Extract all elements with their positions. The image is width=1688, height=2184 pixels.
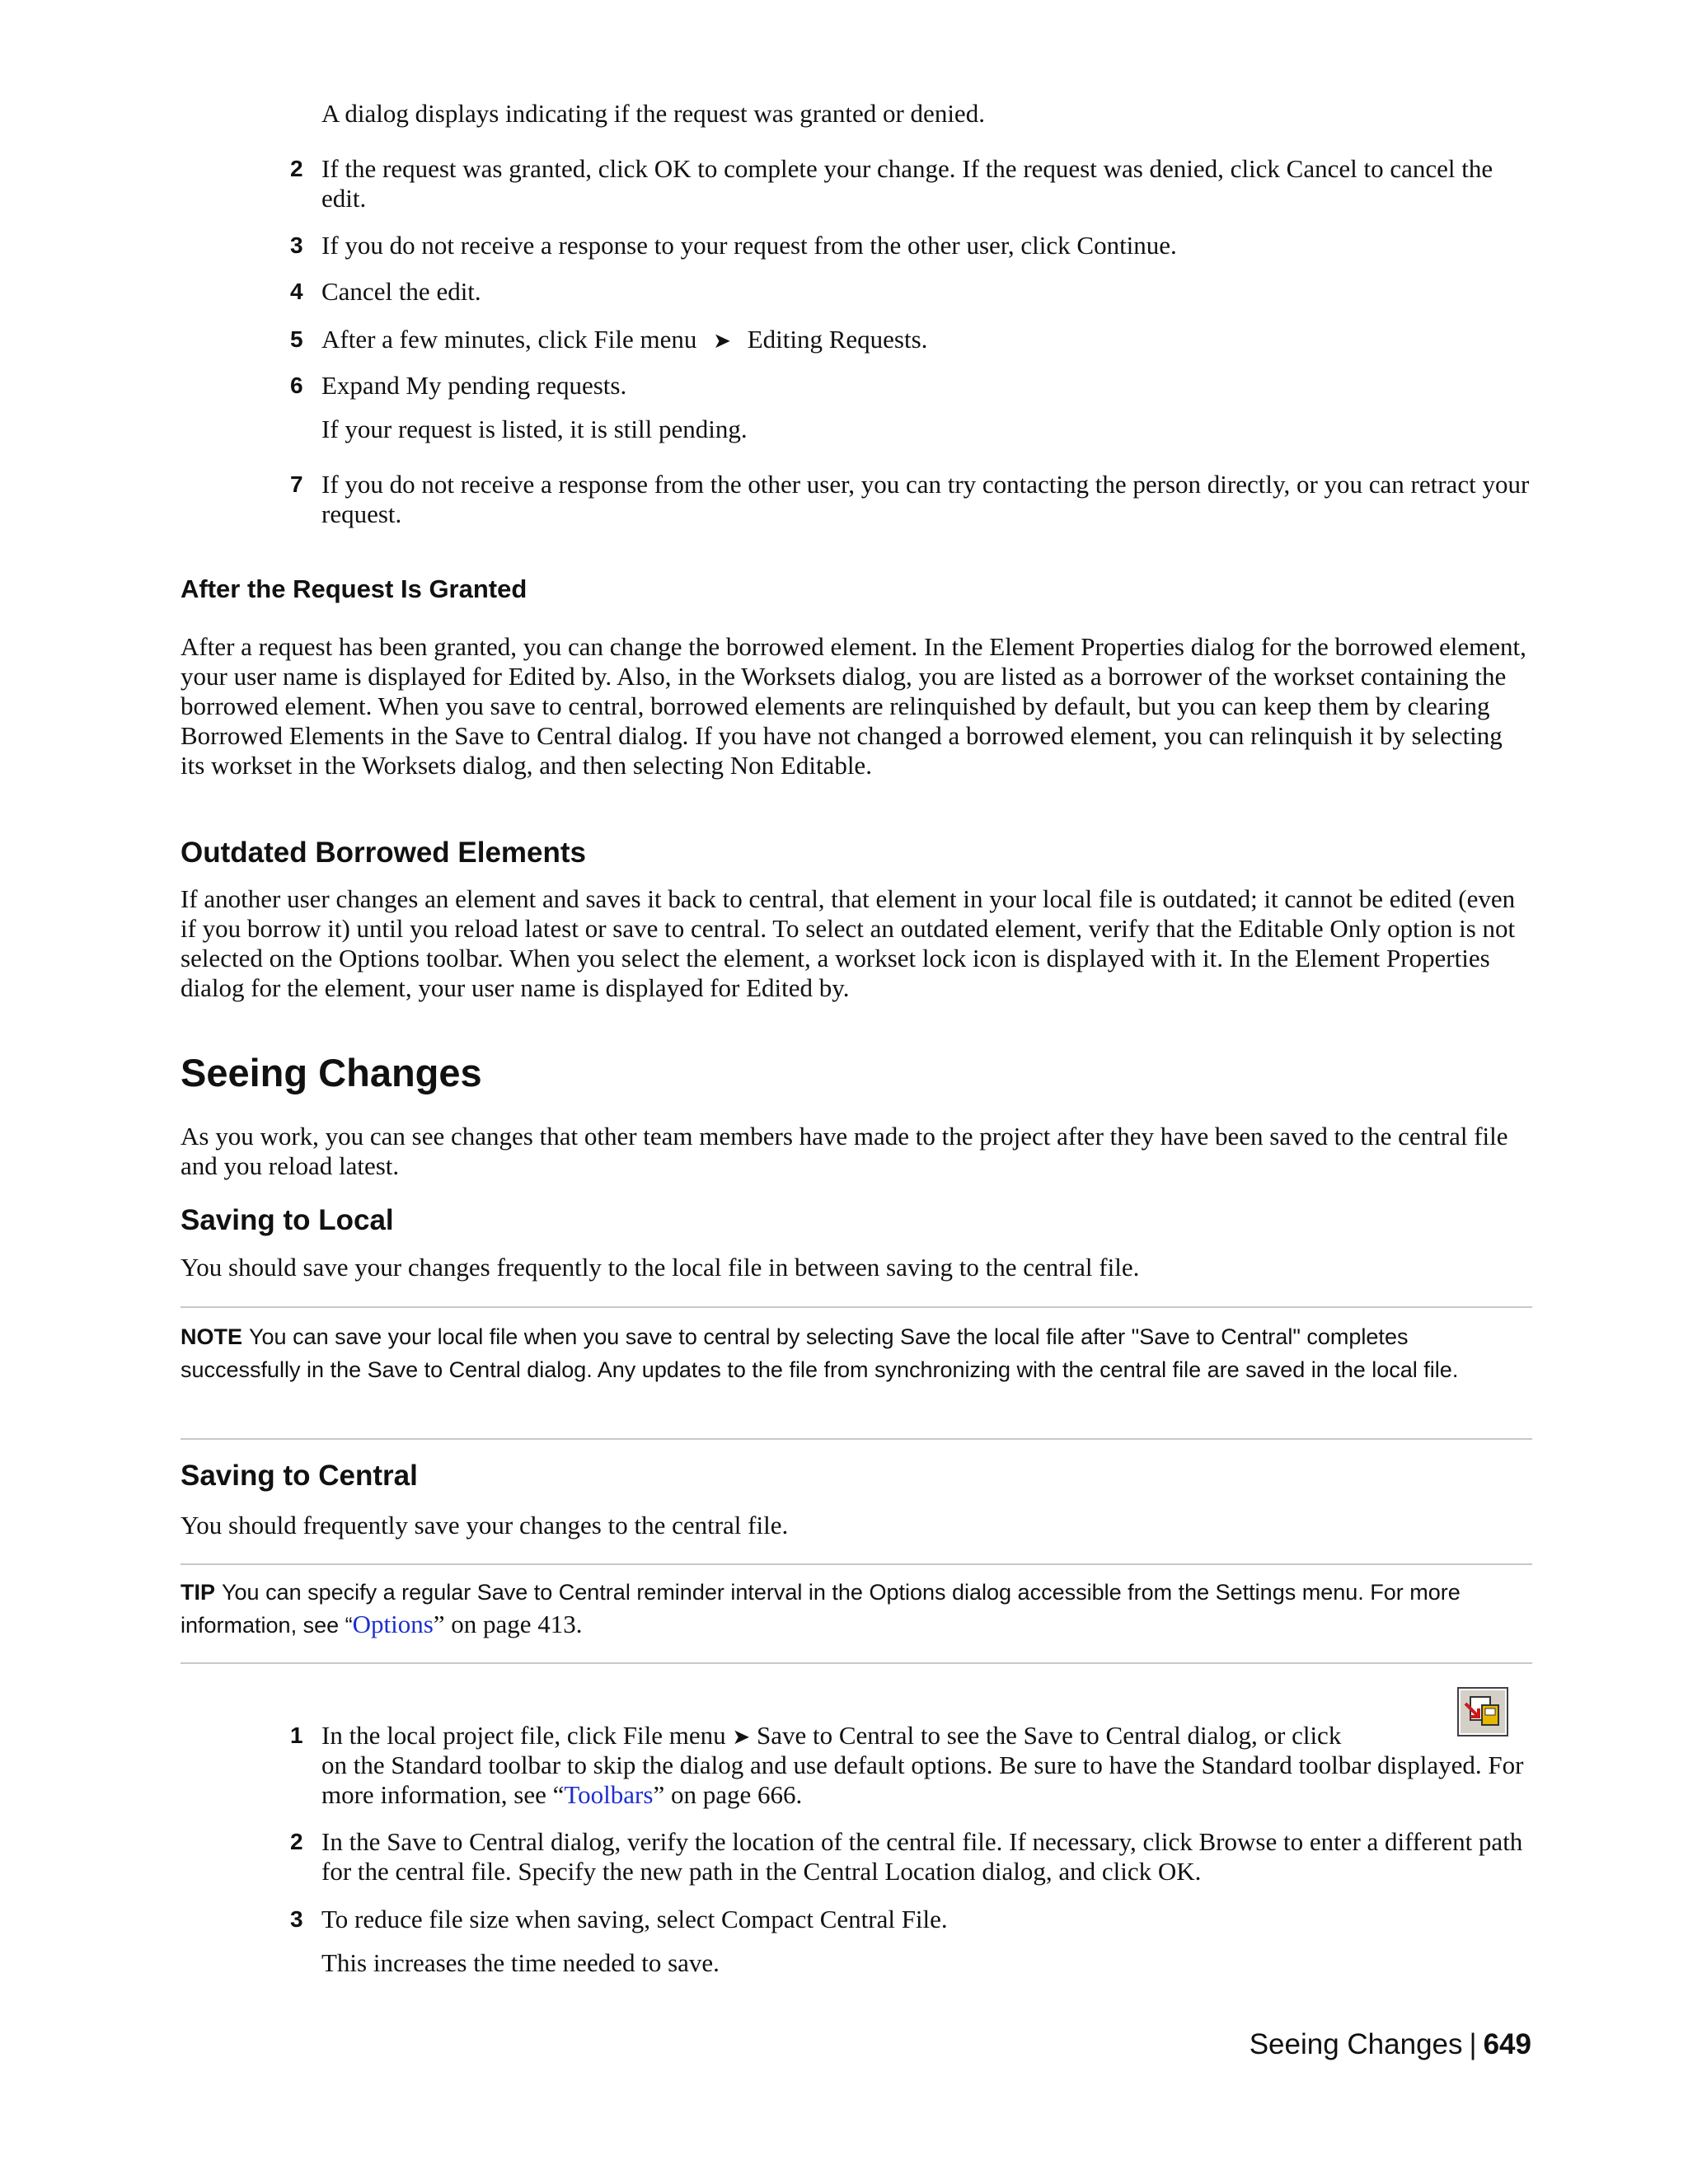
step-number: 7 (290, 471, 303, 497)
note-text: You can save your local file when you save to central by selecting Save the local file after "Save to Central" completes successfully in the Save to Central dialog. Any updates to the file from synchronizing with the central file are saved in the local file. (181, 1324, 1459, 1382)
step-text-post: on the Standard toolbar to skip the dialog and use default options. Be sure to have the Standard toolbar displayed. For more information, see “ (321, 1750, 1524, 1809)
tip-label: TIP (181, 1580, 216, 1605)
divider (181, 1662, 1532, 1664)
section-heading: Saving to Local (181, 1204, 394, 1236)
divider (181, 1563, 1532, 1565)
step-text: In the Save to Central dialog, verify the location of the central file. If necessary, click Browse to enter a different path for the central file. Specify the new path in the Central Location dialog, and click OK. (321, 1827, 1523, 1886)
step-number: 3 (290, 1906, 303, 1932)
note-label: NOTE (181, 1324, 243, 1349)
step-text (321, 325, 1541, 356)
page-number: 649 (1483, 2028, 1531, 2060)
step-number: 4 (290, 279, 303, 304)
step-subtext: This increases the time needed to save. (321, 1948, 720, 1977)
step-text-pre: In the local project file, click File menu (321, 1721, 726, 1750)
step-text: If you do not receive a response from the other user, you can try contacting the person directly, or you can retract your request. (321, 470, 1530, 528)
step-text: If you do not receive a response to your request from the other user, click Continue. (321, 231, 1177, 260)
options-link[interactable]: Options (352, 1610, 434, 1638)
page-title: Seeing Changes (181, 1051, 482, 1094)
footer-separator: | (1469, 2028, 1477, 2060)
step-text: If the request was granted, click OK to complete your change. If the request was denied, click Cancel to cancel the edit. (321, 154, 1493, 213)
step-text (321, 1721, 1451, 1752)
step-text: Expand My pending requests. (321, 371, 627, 400)
divider (181, 1306, 1532, 1308)
step-number: 2 (290, 1829, 303, 1854)
footer-section: Seeing Changes (1249, 2028, 1463, 2060)
step-number: 3 (290, 232, 303, 258)
menu-arrow-icon: ➤ (732, 1725, 751, 1750)
tip-box (181, 1576, 1532, 1642)
step-number: 2 (290, 156, 303, 181)
section-body: If another user changes an element and saves it back to central, that element in your local file is outdated; it cannot be edited (even if you borrow it) until you reload latest or save to central. To select an outdated element, verify that the Editable Only option is not selected on the Options toolbar. When you select the element, a workset lock icon is displayed with it. In the Element Properties dialog for the element, your user name is displayed for Edited by. (181, 884, 1516, 1002)
section-body: After a request has been granted, you can change the borrowed element. In the Element Properties dialog for the borrowed element, your user name is displayed for Edited by. Also, in the Worksets dialog, you are listed as a borrower of the workset containing the borrowed element. When you save to central, borrowed elements are relinquished by default, but you can keep them by clearing Borrowed Elements in the Save to Central dialog. If you have not changed a borrowed element, you can relinquish it by selecting its workset in the Worksets dialog, and then selecting Non Editable. (181, 632, 1526, 780)
tip-text-pre: You can specify a regular Save to Central reminder interval in the Options dialog accessible from the Settings menu. For more information, see “ (181, 1580, 1461, 1638)
step-text-pre: After a few minutes, click File menu (321, 325, 697, 354)
note-box (181, 1320, 1532, 1386)
section-body: You should frequently save your changes to the central file. (181, 1511, 789, 1540)
step-text (321, 1750, 1541, 1810)
step-subtext: If your request is listed, it is still pending. (321, 415, 748, 443)
menu-arrow-icon: ➤ (713, 329, 731, 354)
intro-line: A dialog displays indicating if the request was granted or denied. (321, 99, 985, 128)
step-text-post: ” on page 666. (653, 1780, 803, 1809)
step-text-mid: Save to Central to see the Save to Central dialog, or click (756, 1721, 1342, 1750)
section-heading: Outdated Borrowed Elements (181, 837, 587, 869)
page-footer (1250, 2027, 1531, 2062)
step-number: 5 (290, 326, 303, 352)
step-text: To reduce file size when saving, select Compact Central File. (321, 1905, 948, 1933)
save-to-central-icon[interactable] (1457, 1687, 1508, 1736)
step-number: 1 (290, 1722, 303, 1748)
toolbars-link[interactable]: Toolbars (564, 1780, 654, 1809)
section-heading: After the Request Is Granted (181, 574, 528, 603)
divider (181, 1438, 1532, 1440)
section-body: You should save your changes frequently to the local file in between saving to the central file. (181, 1253, 1140, 1282)
tip-text-post: ” on page 413. (433, 1610, 583, 1638)
step-text: Cancel the edit. (321, 277, 481, 306)
step-number: 6 (290, 373, 303, 398)
section-body: As you work, you can see changes that other team members have made to the project after they have been saved to the central file and you reload latest. (181, 1122, 1508, 1180)
step-text-post: Editing Requests. (747, 325, 928, 354)
section-heading: Saving to Central (181, 1460, 418, 1492)
